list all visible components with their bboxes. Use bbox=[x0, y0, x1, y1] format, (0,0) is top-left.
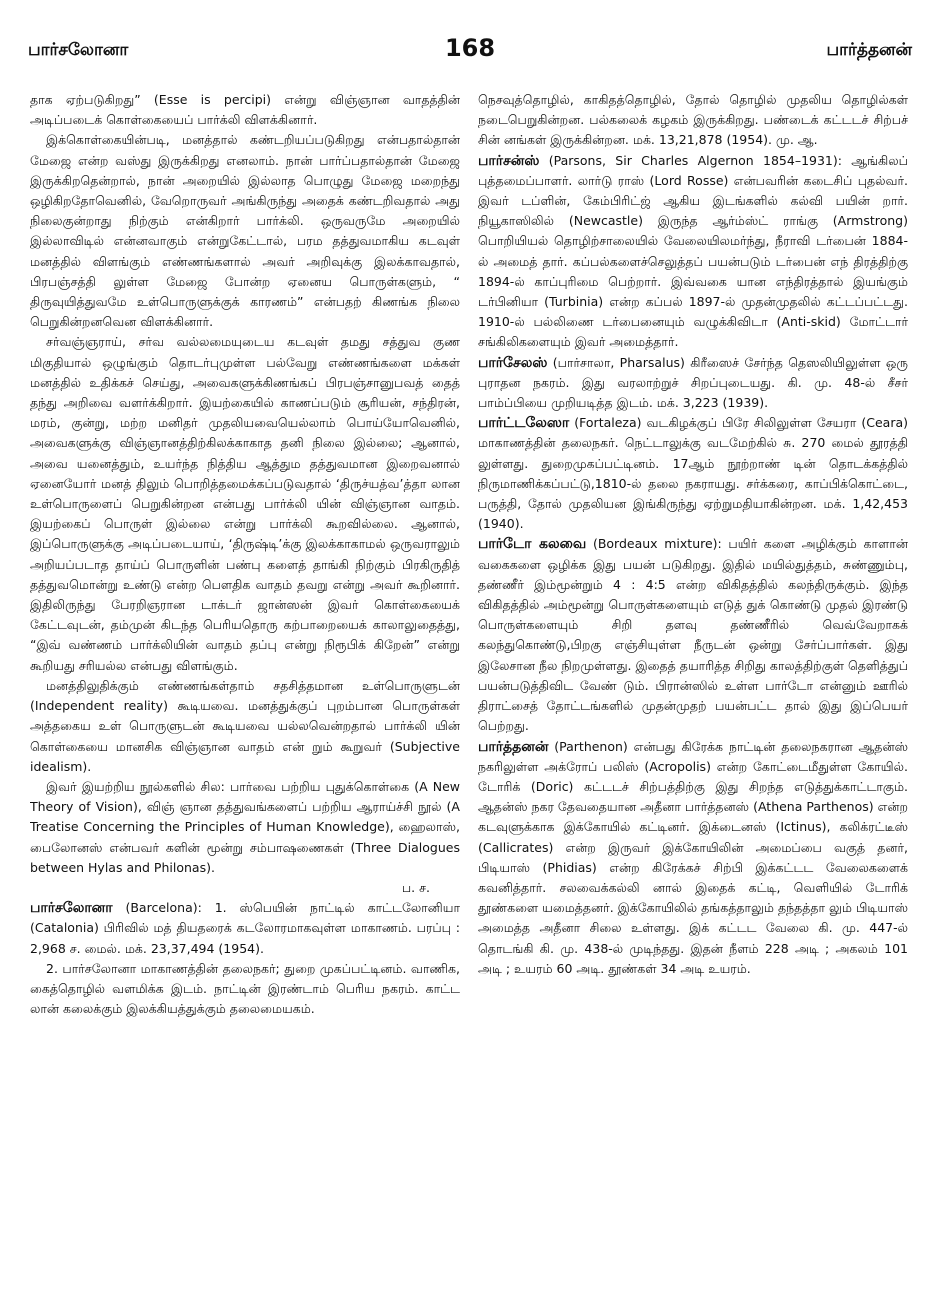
dictionary-entry bbox=[478, 534, 908, 736]
entry-headword: பார்ட்டலேஸா bbox=[478, 415, 570, 432]
entry-headword: பார்த்தனன் bbox=[478, 738, 549, 755]
paragraph-text: தாக ஏற்படுகிறது” (Esse is percipi) என்று விஞ்ஞான வாதத்தின் அடிப்படைக் கொள்கையைப் பார்க்லி விளக்கினார். bbox=[30, 92, 460, 128]
entry-headword: பார்சலோனா bbox=[30, 900, 113, 917]
paragraph-text: நெசவுத்தொழில், காகிதத்தொழில், தோல் தொழில் முதலிய தொழில்கள் நடைபெறுகின்றன. பல்கலைக் கழகம் இருக்கிறது. பண்டைக் கட்டடச் சிற்பச் சின் னங்கள் இருக்கின்றன. மக். 13,21,878 (1954). மு. ஆ. bbox=[478, 92, 908, 148]
entry-headword: பார்சேலஸ் bbox=[478, 354, 548, 371]
body-paragraph bbox=[30, 130, 460, 332]
author-initials: ப. ச. bbox=[401, 879, 430, 895]
entry-headword: பார்டோ கலவை bbox=[478, 536, 587, 553]
dictionary-entry bbox=[478, 737, 908, 979]
entry-headword: பார்சன்ஸ் bbox=[478, 152, 540, 169]
page-number: 168 bbox=[444, 34, 496, 62]
running-head-left: பார்சலோனா bbox=[28, 40, 129, 60]
paragraph-text: (Fortaleza) வடகிழக்குப் பிரே சிலிலுள்ள சேயரா (Ceara) மாகாணத்தின் தலைநகர். நெட்டாலுக்கு வடமேற்கில் சு. 270 மைல் தூரத்தி லுள்ளது. துறைமுகப்பட்டினம். 17ஆம் நூற்றாண் டின் தொடக்கத்தில் நிருமாணிக்கப்பட்டு,1810-ல் தலை நகராயது. சர்க்கரை, காப்பிக்கொட்டை, பருத்தி, தோல் முதலியன இங்கிருந்து ஏற்றுமதியாகின்றன. மக். 1,42,453 (1940). bbox=[478, 415, 908, 532]
paragraph-text: இக்கொள்கையின்படி, மனத்தால் கண்டறியப்படுகிறது என்பதால்தான் மேஜை என்ற வஸ்து இருக்கிறது எனலாம். நான் பார்ப்பதால்தான் மேஜை இருக்கிறதென்றால், நான் அறையில் இல்லாத பொழுது மேஜை மறைந்து ஒழிகிறதோவெனில், வேறொருவர் அங்கிருந்து அதைக் கண்டறிவதால் அது நிலைகுன்றாது நிற்கும் என்கிறார் பார்க்லி. ஒருவருமே அறையில் இல்லாவிடில் என்னவாகும் என்றுகேட்டால், பரம தத்துவமாகிய கடவுள் மனத்தில் விளங்கும் எண்ணங்களால் அவர் அறிவுக்கு இலக்காவதால், பிரபஞ்சத்தி லுள்ள மேஜை போன்ற ஏனைய பொருள்களும், “ திருவுயித்துவமே உள்பொருளுக்குக் காரணம்” என்பதற் கிணங்க நிலை பெறுகின்றனவென விளக்கினார். bbox=[30, 132, 460, 330]
paragraph-text: சர்வஞ்ஞராய், சர்வ வல்லமையுடைய கடவுள் தமது சத்துவ குண மிகுதியால் ஒழுங்கும் தொடர்புமுள்ள பல்வேறு எண்ணங்களை மக்கள் மனத்தில் உதிக்கச் செய்து, அவைகளுக்கிணங்கப் பிரபஞ்சானுபவத் தைத் தந்து அறிவை வளர்க்கிறார். இயற்கையில் காணப்படும் சூரியன், சந்திரன், மரம், குன்று, மற்ற மனிதர் முதலியவையெல்லாம் பொய்யோவெனில், அவைகளுக்கு விஞ்ஞானத்திற்கிலக்காகாத தனி நிலை இல்லை; ஆனால், அவை யனைத்தும், உயர்ந்த நித்திய ஆத்தும தத்துவமான இறைவனால் ஏனையோர் மனத் திலும் பொறித்தமைக்கப்படுவதால் ‘திருச்யத்வ’த்தா லான உள்பொருளைப் பெறுகின்றன என்பது பார்க்லி யின் விஞ்ஞான வாதம். இயற்கைப் பொருள் இல்லை என்று பார்க்லி கூறவில்லை. ஆனால், இப்பொருளுக்கு அடிப்படையாய், ‘திருஷ்டி’க்கு இலக்காகாமல் ஒருவராலும் அறியப்படாத தாய்ப் பொருளின் பண்பு களைத் தாங்கி நிற்கும் பிரகிருதித் தத்துவமொன்று உண்டு என்ற பௌதிக வாதம் தவறு என்று அவர் கூறினார். இதிலிருந்து பேரறிஞரான டாக்டர் ஜான்ஸன் இவர் கொள்கையைக் கேட்டவுடன், தம்முன் கிடந்த பெரியதொரு கற்பாறையைக் காலாலுதைத்து, “இவ் வண்ணம் பார்க்லியின் வாதம் தப்பு என்று நிரூபிக் கிறேன்” என்று கூறியது சரியல்ல என்பது விளங்கும். bbox=[30, 334, 460, 673]
paragraph-text: மனத்திலுதிக்கும் எண்ணங்கள்தாம் சதசித்தமான உள்பொருளுடன் (Independent reality) கூடியவை. மனத்துக்குப் புறம்பான பொருள்கள் அத்தகைய உள் பொருளுடன் கூடியவை யல்லவென்றதால் பார்க்லி யின் கொள்கையை மானசிக விஞ்ஞான வாதம் என் றும் கூறுவர் (Subjective idealism). bbox=[30, 677, 460, 774]
paragraph-text: 2. பார்சலோனா மாகாணத்தின் தலைநகர்; துறை முகப்பட்டினம். வாணிக, கைத்தொழில் வளமிக்க இடம். நாட்டின் இரண்டாம் பெரிய நகரம். காட்ட லான் கலைக்கும் இலக்கியத்துக்கும் தலைமையகம். bbox=[30, 960, 460, 1017]
paragraph-text: (Parthenon) என்பது கிரேக்க நாட்டின் தலைநகரான ஆதன்ஸ் நகரிலுள்ள அக்ரோப் பலிஸ் (Acropolis) என்ற கோட்டைமீதுள்ள கோயில். டோரிக் (Doric) கட்டடச் சிற்பத்திற்கு இது சிறந்த எடுத்துக்காட்டாகும். ஆதன்ஸ் நகர தேவதையான அதீனா பார்த்தனஸ் (Athena Parthenos) என்ற கடவுளுக்காக இக்கோயில் கட்டினர். இக்டைனஸ் (Ictinus), கலிக்ரட்டீஸ் (Callicrates) என்ற இருவர் இக்கோயிலின் அமைப்பை வகுத் தனர், பிடியாஸ் (Phidias) என்ற கிரேக்கச் சிற்பி இக்கட்டட வேலைகளைக் கவனித்தார். சலவைக்கல்லி னால் இதைக் கட்டி, வெளியில் டோரிக் தூண்களை யமைத்தனர். இக்கோயிலில் தங்கத்தாலும் தந்தத்தா லும் பிடியாஸ் அமைத்த அதீனா சிலை உள்ளது. இக் கட்டட வேலை கி. மு. 447-ல் தொடங்கி கி. மு. 438-ல் முடிந்தது. இதன் நீளம் 228 அடி ; அகலம் 101 அடி ; உயரம் 60 அடி. தூண்கள் 34 அடி உயரம். bbox=[478, 738, 908, 976]
dictionary-entry bbox=[478, 353, 908, 414]
body-paragraph bbox=[30, 676, 460, 777]
paragraph-text: (பார்சாலா, Pharsalus) கிரீஸைச் சேர்ந்த தெஸலியிலுள்ள ஒரு புராதன நகரம். இது வரலாற்றுச் சிறப்புடையது. கி. மு. 48-ல் சீசர் பாம்ப்பியை முறியடித்த இடம். மக். 3,223 (1939). bbox=[478, 354, 908, 411]
right-column bbox=[478, 90, 908, 1295]
dictionary-entry bbox=[30, 898, 460, 959]
body-paragraph bbox=[30, 777, 460, 878]
paragraph-text: (Parsons, Sir Charles Algernon 1854–1931): ஆங்கிலப் புத்தமைப்பாளர். லார்டு ராஸ் (Lord Rosse) என்பவரின் கடைசிப் புதல்வர். இவர் டப்ளின், கேம்பிரிட்ஜ் ஆகிய இடங்களில் கல்வி பயின் றார். நியூகாஸிலில் (Newcastle) இருந்த ஆர்ம்ஸ்ட் ராங்கு (Armstrong) பொறியியல் தொழிற்சாலையில் வேலையிலமர்ந்து, நீராவி டர்பைன் 1884-ல் அமைத் தார். கப்பல்களைச்செலுத்தப் பயன்படும் டர்பைன் எந் திரத்திற்கு 1894-ல் காப்புரிமை பெற்றார். இவ்வகை யான எந்திரத்தால் இயங்கும் டர்பினியா (Turbinia) என்ற கப்பல் 1897-ல் முதன்முதலில் கட்டப்பட்டது. 1910-ல் பல்லிணை டர்பைனையும் வழுக்கிவிடா (Anti-skid) மோட்டார் சங்கிலிகளையும் இவர் அமைத்தார். bbox=[478, 152, 908, 350]
paragraph-text: இவர் இயற்றிய நூல்களில் சில: பார்வை பற்றிய புதுக்கொள்கை (A New Theory of Vision), விஞ் ஞான தத்துவங்களைப் பற்றிய ஆராய்ச்சி நூல் (A Treatise Concerning the Principles of Human Knowledge), ஹைலாஸ், பைலோனஸ் என்பவர் களின் மூன்று சம்பாஷணைகள் (Three Dialogues between Hylas and Philonas). bbox=[30, 778, 460, 875]
dictionary-entry bbox=[478, 151, 908, 353]
running-head-right: பார்த்தனன் bbox=[826, 40, 912, 60]
paragraph-text: (Bordeaux mixture): பயிர் களை அழிக்கும் காளான் வகைகளை ஒழிக்க இது பயன் படுகிறது. இதில் மயில்துத்தம், சுண்ணும்பு, தண்ணீர் இம்மூன்றும் 4 : 4:5 என்ற விகிதத்தில் கலந்திருக்கும். இந்த விகிதத்தில் அம்மூன்று பொருள்களையும் எடுத் துக் கொண்டு முதல் இரண்டு பொருள்களையும் சிறி தளவு தண்ணீரில் வெவ்வேறாகக் கலந்துகொண்டு,பிறகு எஞ்சியுள்ள நீருடன் ஒன்று சேர்ப்பார்கள். இது இலேசான நீல நிறமுள்ளது. இதைத் தயாரித்த சிறிது காலத்திற்குள் தெளித்துப் பயன்படுத்திவிட வேண் டும். பிரான்ஸில் உள்ள பார்டோ என்னும் ஊரில் திராட்சைத் தோட்டங்களில் முதன்முதற் பயன்பட்ட தால் இது இப்பெயர் பெற்றது. bbox=[478, 536, 908, 734]
body-paragraph bbox=[30, 332, 460, 675]
left-column bbox=[30, 90, 460, 1295]
page-header bbox=[28, 34, 912, 70]
dictionary-entry bbox=[478, 413, 908, 534]
body-paragraph bbox=[478, 90, 908, 151]
body-paragraph bbox=[30, 90, 460, 130]
body-paragraph bbox=[30, 959, 460, 1020]
paragraph-text: (Barcelona): 1. ஸ்பெயின் நாட்டில் காட்டலோனியா (Catalonia) பிரிவில் மத் தியதரைக் கடலோரமாகவுள்ள மாகாணம். பரப்பு : 2,968 ச. மைல். மக். 23,37,494 (1954). bbox=[30, 900, 460, 956]
